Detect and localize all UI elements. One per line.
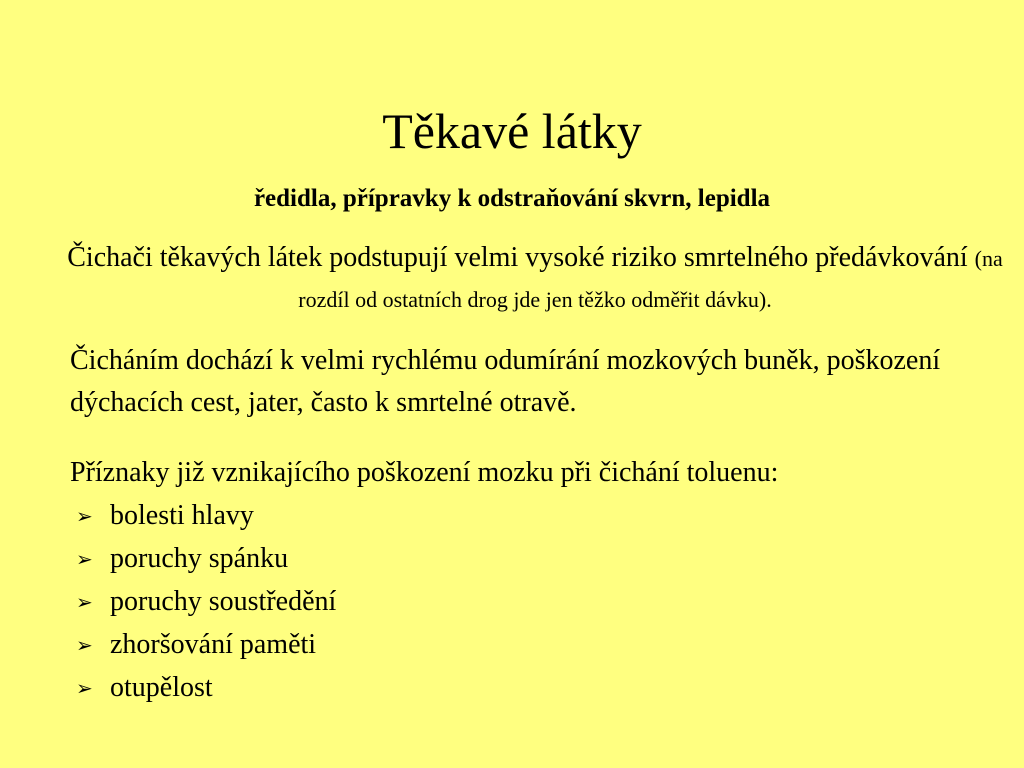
arrow-bullet-icon: ➢ [76, 675, 93, 700]
list-item-label: zhoršování paměti [110, 628, 317, 660]
list-item [70, 580, 970, 623]
list-item [70, 537, 970, 580]
slide-subtitle: ředidla, přípravky k odstraňování skvrn, lepidla [253, 185, 771, 212]
arrow-bullet-icon: ➢ [76, 546, 93, 571]
effects-paragraph: Čicháním dochází k velmi rychlému odumírání mozkových buněk, poškození dýchacích cest, jater, často k smrtelné otravě. [70, 345, 941, 418]
list-item-label: poruchy spánku [110, 542, 289, 574]
list-item-label: poruchy soustředění [110, 585, 337, 617]
list-item [70, 494, 970, 537]
list-item [70, 666, 970, 709]
arrow-bullet-icon: ➢ [76, 503, 93, 528]
list-item-label: bolesti hlavy [110, 499, 254, 531]
list-item-label: otupělost [110, 671, 213, 703]
symptoms-list [70, 494, 970, 709]
intro-main-text: Čichači těkavých látek podstupují velmi vysoké riziko smrtelného předávkování [67, 242, 968, 273]
arrow-bullet-icon: ➢ [76, 632, 93, 657]
symptoms-section [70, 452, 970, 709]
intro-paragraph [60, 238, 1010, 320]
symptoms-heading: Příznaky již vznikajícího poškození mozku při čichání toluenu: [70, 457, 779, 488]
intro-note-text: (na rozdíl od ostatních drog jde jen těžko odměřit dávku). [298, 246, 1003, 312]
list-item [70, 623, 970, 666]
slide-title: Těkavé látky [382, 103, 642, 159]
arrow-bullet-icon: ➢ [76, 589, 93, 614]
